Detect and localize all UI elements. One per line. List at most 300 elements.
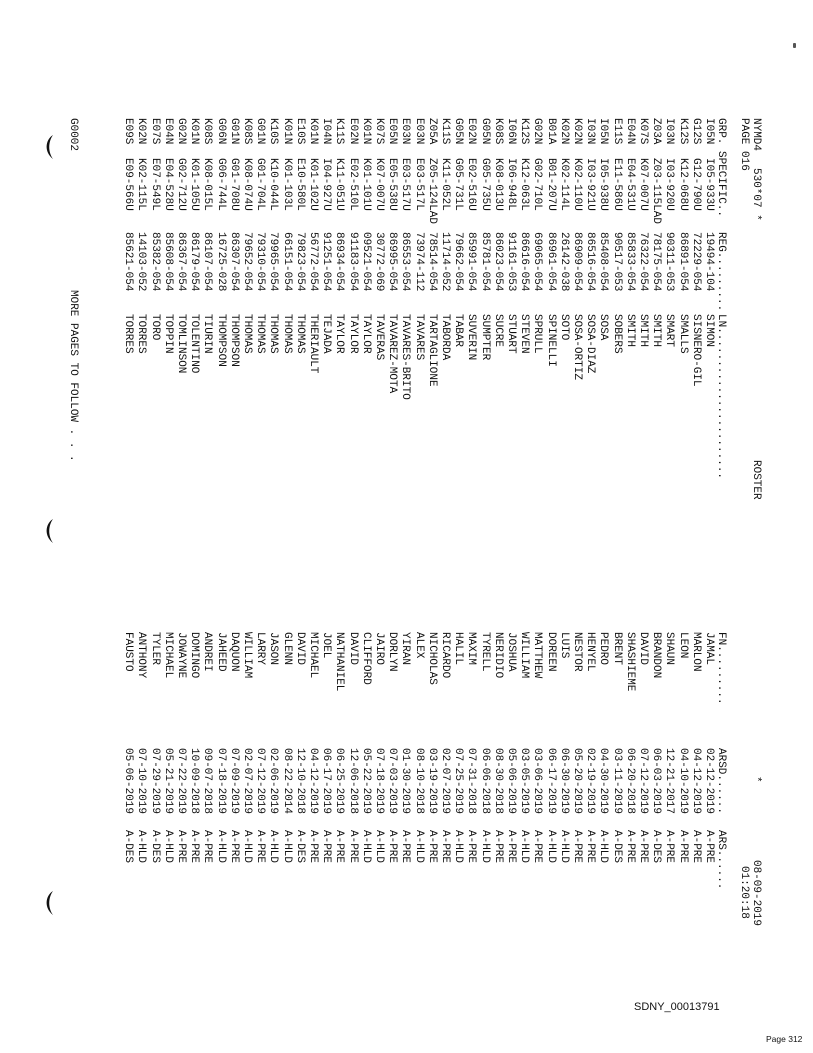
cell-ars: A-PRE [333, 830, 346, 864]
cell-last-name: SOSA-ORTIZ [571, 314, 583, 381]
cell-grp: K07S [637, 118, 649, 145]
cell-arsd: 03-19-2019 [425, 748, 438, 815]
cell-last-name: SMART [663, 314, 676, 348]
cell-ars: A-PRE [307, 830, 319, 864]
cell-ars: A-PRE [386, 830, 399, 864]
cell-first-name: DORLYN [386, 632, 399, 672]
cell-first-name: ANTHONY [135, 632, 148, 679]
cell-arsd: 01-30-2019 [399, 748, 412, 815]
report-title: ROSTER [750, 460, 762, 500]
cell-specific: E04-528U [161, 158, 174, 211]
cell-reg: 86909-054 [571, 232, 583, 292]
cell-reg: 86961-054 [544, 232, 557, 292]
cell-last-name: TAVARES-BRITO [399, 314, 412, 400]
cell-reg: 78514-054 [425, 232, 438, 292]
cell-arsd: 05-21-2019 [161, 748, 174, 815]
cell-arsd: 04-12-2019 [689, 748, 702, 815]
cell-arsd: 06-17-2019 [320, 748, 333, 815]
cell-reg: 86891-054 [676, 232, 689, 292]
cell-specific: I03-920U [663, 158, 676, 211]
cell-first-name: ALEX [412, 632, 425, 659]
cell-first-name: MICHAEL [307, 632, 319, 679]
cell-ars: A-HLD [241, 830, 253, 864]
cell-last-name: TAYLOR [359, 314, 372, 354]
cell-last-name: SPRULL [531, 314, 544, 354]
cell-grp: K02N [571, 118, 583, 145]
cell-ars: A-DES [148, 830, 161, 864]
cell-last-name: TIURIN [201, 314, 214, 354]
cell-first-name: WILLIAM [241, 632, 253, 679]
cell-grp: K12S [676, 118, 689, 145]
cell-grp: I05N [597, 118, 610, 145]
cell-grp: I03N [663, 118, 676, 145]
cell-last-name: THOMPSON [214, 314, 227, 367]
cell-arsd: 07-22-2019 [175, 748, 187, 815]
cell-ars: A-HLD [478, 830, 491, 864]
cell-reg: 90311-053 [663, 232, 676, 292]
cell-reg: 79310-054 [254, 232, 267, 292]
cell-ars: A-HLD [597, 830, 610, 864]
cell-reg: 86107-054 [201, 232, 214, 292]
cell-specific: K10-044L [267, 158, 280, 211]
cell-reg: 11714-052 [439, 232, 451, 292]
cell-specific: K01-105U [188, 158, 201, 211]
cell-arsd: 05-06-2019 [122, 748, 135, 815]
cell-arsd: 02-19-2019 [584, 748, 597, 815]
cell-last-name: SPINELLI [544, 314, 557, 367]
cell-first-name: DAVID [293, 632, 306, 666]
cell-arsd: 02-07-2019 [241, 748, 253, 815]
cell-grp: G12S [689, 118, 702, 145]
cell-ars: A-PRE [465, 830, 478, 864]
cell-last-name: SOBERS [610, 314, 623, 354]
cell-arsd: 07-12-2019 [637, 748, 649, 815]
cell-arsd: 04-12-2019 [307, 748, 319, 815]
cell-grp: G05N [452, 118, 465, 145]
cell-first-name: JOWAYNE [175, 632, 187, 679]
cell-first-name: YIRAN [399, 632, 412, 666]
cell-reg: 73974-112 [412, 232, 425, 292]
cell-reg: 85991-054 [465, 232, 478, 292]
cell-first-name: JAIRO [373, 632, 385, 666]
cell-specific: K02-110U [571, 158, 583, 211]
cell-first-name: SHASHIEME [623, 632, 636, 692]
cell-reg: 69065-054 [531, 232, 544, 292]
cell-grp: K10S [267, 118, 280, 145]
cell-last-name: TORO [148, 314, 161, 341]
cell-first-name: JAHEED [214, 632, 227, 672]
cell-arsd: 07-18-2019 [373, 748, 385, 815]
cell-last-name: TEJADA [320, 314, 333, 354]
cell-ars: A-HLD [161, 830, 174, 864]
cell-reg: 86367-054 [175, 232, 187, 292]
cell-grp: K11S [439, 118, 451, 145]
cell-arsd: 12-21-2017 [663, 748, 676, 815]
cell-ars: A-PRE [676, 830, 689, 864]
cell-reg: 19494-104 [703, 232, 715, 292]
cell-first-name: NERIDIO [491, 632, 504, 679]
cell-specific: Z05-124LAD [425, 158, 438, 225]
binder-hole-mark [42, 890, 54, 916]
cell-ars: A-HLD [518, 830, 531, 864]
cell-last-name: TORRES [122, 314, 135, 354]
page-label: PAGE 016 [738, 118, 750, 171]
cell-first-name: BRENT [610, 632, 623, 666]
cell-arsd: 05-20-2019 [571, 748, 583, 815]
binder-hole-mark [42, 134, 54, 160]
cell-first-name: DOMINGO [188, 632, 201, 679]
cell-reg: 30772-069 [373, 232, 385, 292]
cell-first-name: MICHAEL [161, 632, 174, 679]
cell-specific: I03-921U [584, 158, 597, 211]
cell-grp: K07S [373, 118, 385, 145]
cell-ars: A-PRE [663, 830, 676, 864]
cell-ars: A-DES [293, 830, 306, 864]
cell-last-name: TABORDA [439, 314, 451, 361]
cell-specific: E03-517U [399, 158, 412, 211]
cell-last-name: THOMAS [293, 314, 306, 354]
cell-reg: 86179-054 [188, 232, 201, 292]
cell-arsd: 05-22-2019 [359, 748, 372, 815]
cell-grp: E07S [148, 118, 161, 145]
cell-arsd: 07-18-2019 [214, 748, 227, 815]
cell-first-name: CLIFFORD [359, 632, 372, 685]
cell-grp: G06N [214, 118, 227, 145]
cell-ars: A-PRE [491, 830, 504, 864]
cell-ars: A-HLD [214, 830, 227, 864]
cell-arsd: 04-30-2019 [597, 748, 610, 815]
cell-specific: I05-933U [703, 158, 715, 211]
cell-first-name: DAVID [637, 632, 649, 666]
cell-grp: E11S [610, 118, 623, 145]
cell-last-name: SOTO [557, 314, 570, 341]
cell-arsd: 06-06-2018 [478, 748, 491, 815]
cell-first-name: JOEL [320, 632, 333, 659]
cell-last-name: TABAR [452, 314, 465, 348]
cell-last-name: SIMON [703, 314, 715, 348]
cell-reg: 79662-054 [452, 232, 465, 292]
cell-specific: K02-114L [557, 158, 570, 211]
cell-last-name: SISNERO-GIL [689, 314, 702, 387]
cell-ars: A-PRE [623, 830, 636, 864]
cell-last-name: TAVERAS [373, 314, 385, 361]
cell-specific: E10-580L [293, 158, 306, 211]
cell-specific: K08-074U [241, 158, 253, 211]
cell-first-name: ANDREI [201, 632, 214, 672]
cell-specific: G02-712U [175, 158, 187, 211]
cell-grp: K02N [135, 118, 148, 145]
cell-grp: I06N [505, 118, 517, 145]
cell-reg: 86934-054 [333, 232, 346, 292]
cell-last-name: TOPPIN [161, 314, 174, 354]
cell-grp: Z05A [425, 118, 438, 145]
cell-grp: E05N [386, 118, 399, 145]
cell-first-name: RICARDO [439, 632, 451, 679]
cell-specific: G05-731L [452, 158, 465, 211]
cell-reg: 16725-028 [214, 232, 227, 292]
cell-ars: A-PRE [531, 830, 544, 864]
cell-specific: G02-710L [531, 158, 544, 211]
page-number: Page 312 [766, 1034, 803, 1044]
cell-arsd: 12-06-2018 [346, 748, 359, 815]
cell-ars: A-PRE [505, 830, 517, 864]
cell-reg: 85781-054 [478, 232, 491, 292]
cell-grp: E09S [122, 118, 135, 145]
cell-last-name: TAYLOR [346, 314, 359, 354]
cell-arsd: 08-22-2014 [280, 748, 293, 815]
cell-specific: K08-015L [201, 158, 214, 211]
cell-grp: G02N [531, 118, 544, 145]
cell-ars: A-DES [650, 830, 663, 864]
col-header-ln: LN....................... [715, 314, 727, 480]
cell-specific: E05-538U [386, 158, 399, 211]
cell-first-name: TYLER [148, 632, 161, 666]
cell-ars: A-PRE [254, 830, 267, 864]
cell-arsd: 06-03-2019 [650, 748, 663, 815]
cell-ars: A-PRE [399, 830, 412, 864]
cell-first-name: DAVID [346, 632, 359, 666]
cell-grp: K12S [518, 118, 531, 145]
binder-hole-mark [42, 518, 54, 544]
cell-arsd: 03-05-2019 [518, 748, 531, 815]
cell-last-name: THOMPSON [227, 314, 240, 367]
cell-arsd: 02-06-2019 [267, 748, 280, 815]
cell-ars: A-HLD [412, 830, 425, 864]
cell-ars: A-PRE [439, 830, 451, 864]
report-time: 01:20:18 [738, 866, 750, 919]
cell-grp: K01N [188, 118, 201, 145]
cell-specific: E04-531U [623, 158, 636, 211]
cell-specific: K12-063L [518, 158, 531, 211]
cell-specific: B01-207U [544, 158, 557, 211]
cell-arsd: 06-25-2019 [333, 748, 346, 815]
cell-ars: A-PRE [689, 830, 702, 864]
cell-grp: G02N [175, 118, 187, 145]
cell-ars: A-HLD [359, 830, 372, 864]
cell-ars: A-PRE [637, 830, 649, 864]
cell-reg: 86995-054 [386, 232, 399, 292]
cell-first-name: JASON [267, 632, 280, 666]
cell-ars: A-HLD [452, 830, 465, 864]
cell-specific: Z03-115LAD [650, 158, 663, 225]
cell-reg: 86023-054 [491, 232, 504, 292]
cell-specific: I06-948L [505, 158, 517, 211]
report-code: 530*07 * [750, 168, 762, 221]
cell-grp: I03N [584, 118, 597, 145]
cell-grp: E10S [293, 118, 306, 145]
cell-reg: 91161-053 [505, 232, 517, 292]
cell-first-name: HENYEL [584, 632, 597, 672]
cell-ars: A-PRE [703, 830, 715, 864]
cell-specific: E02-510L [346, 158, 359, 211]
cell-ars: A-HLD [280, 830, 293, 864]
cell-arsd: 04-10-2019 [676, 748, 689, 815]
cell-arsd: 06-30-2019 [557, 748, 570, 815]
cell-specific: E07-549L [148, 158, 161, 211]
cell-grp: E03N [412, 118, 425, 145]
cell-grp: E02N [346, 118, 359, 145]
cell-specific: E09-566U [122, 158, 135, 211]
cell-grp: G01N [227, 118, 240, 145]
cell-reg: 78175-054 [650, 232, 663, 292]
cell-arsd: 07-31-2018 [465, 748, 478, 815]
cell-grp: B01A [544, 118, 557, 145]
cell-ars: A-PRE [346, 830, 359, 864]
cell-ars: A-HLD [267, 830, 280, 864]
cell-arsd: 05-06-2019 [505, 748, 517, 815]
col-header-arsd: ARSD...... [715, 748, 727, 815]
cell-first-name: JOSHUA [505, 632, 517, 672]
cell-reg: 09521-054 [359, 232, 372, 292]
cell-ars: A-PRE [227, 830, 240, 864]
cell-last-name: SOSA [597, 314, 610, 341]
cell-first-name: LARRY [254, 632, 267, 666]
cell-last-name: SMALLS [676, 314, 689, 354]
cell-reg: 90517-053 [610, 232, 623, 292]
footer-note: MORE PAGES TO FOLLOW . . . [67, 290, 79, 462]
cell-last-name: THOMAS [280, 314, 293, 354]
cell-reg: 91251-054 [320, 232, 333, 292]
cell-arsd: 07-12-2019 [254, 748, 267, 815]
cell-specific: E11-586U [610, 158, 623, 211]
cell-reg: 86616-054 [518, 232, 531, 292]
cell-grp: K01N [359, 118, 372, 145]
cell-arsd: 03-06-2019 [531, 748, 544, 815]
col-header-grp: GRP. SPECIFIC.. [715, 118, 727, 218]
cell-first-name: TYRELL [478, 632, 491, 672]
cell-arsd: 08-30-2018 [491, 748, 504, 815]
cell-first-name: MAXIM [465, 632, 478, 666]
cell-last-name: TAYLOR [333, 314, 346, 354]
cell-arsd: 07-29-2019 [148, 748, 161, 815]
cell-first-name: HALIL [452, 632, 465, 666]
cell-first-name: GLENN [280, 632, 293, 666]
cell-grp: E02N [465, 118, 478, 145]
cell-last-name: TOLENTINO [188, 314, 201, 374]
cell-last-name: SMITH [623, 314, 636, 348]
cell-arsd: 06-20-2018 [623, 748, 636, 815]
cell-reg: 85408-054 [597, 232, 610, 292]
cell-ars: A-PRE [320, 830, 333, 864]
cell-ars: A-DES [610, 830, 623, 864]
cell-grp: K11S [333, 118, 346, 145]
cell-first-name: LUIS [557, 632, 570, 659]
cell-specific: K02-115L [135, 158, 148, 211]
cell-reg: 14103-052 [135, 232, 148, 292]
cell-specific: K01-102U [307, 158, 319, 211]
cell-specific: G06-744L [214, 158, 227, 211]
cell-reg: 79965-054 [267, 232, 280, 292]
bates-number: SDNY_00013791 [634, 1001, 720, 1013]
cell-arsd: 07-25-2019 [452, 748, 465, 815]
cell-first-name: WILLIAM [518, 632, 531, 679]
cell-specific: K07-007U [373, 158, 385, 211]
cell-arsd: 02-12-2019 [703, 748, 715, 815]
footer-code: G0002 [67, 118, 79, 152]
cell-arsd: 03-11-2019 [610, 748, 623, 815]
cell-reg: 86553-054 [399, 232, 412, 292]
cell-last-name: THOMAS [254, 314, 267, 354]
cell-reg: 85382-054 [148, 232, 161, 292]
cell-grp: Z03A [650, 118, 663, 145]
cell-first-name: LEON [676, 632, 689, 659]
cell-specific: K11-052L [439, 158, 451, 211]
cell-reg: 56772-054 [307, 232, 319, 292]
cell-first-name: SHAUN [663, 632, 676, 666]
cell-specific: K08-013U [491, 158, 504, 211]
cell-specific: K07-007U [637, 158, 649, 211]
cell-specific: I04-927U [320, 158, 333, 211]
cell-grp: K02N [557, 118, 570, 145]
cell-reg: 66151-054 [280, 232, 293, 292]
cell-specific: G05-735U [478, 158, 491, 211]
cell-specific: K01-101U [359, 158, 372, 211]
cell-reg: 86516-054 [584, 232, 597, 292]
cell-specific: E03-517L [412, 158, 425, 211]
cell-last-name: SOSA-DIAZ [584, 314, 597, 374]
cell-last-name: TORRES [135, 314, 148, 354]
cell-arsd: 07-10-2019 [135, 748, 148, 815]
cell-ars: A-PRE [201, 830, 214, 864]
col-header-fn: FN......... [715, 632, 727, 705]
cell-specific: G12-790U [689, 158, 702, 211]
cell-specific: E02-516U [465, 158, 478, 211]
cell-ars: A-DES [122, 830, 135, 864]
cell-ars: A-PRE [188, 830, 201, 864]
cell-first-name: DAQUON [227, 632, 240, 672]
cell-last-name: SUCRE [491, 314, 504, 348]
cell-specific: K12-068U [676, 158, 689, 211]
cell-reg: 26142-038 [557, 232, 570, 292]
cell-first-name: JAMAL [703, 632, 715, 666]
cell-last-name: SMITH [637, 314, 649, 348]
cell-ars: A-PRE [584, 830, 597, 864]
cell-first-name: NESTOR [571, 632, 583, 672]
cell-first-name: NICHOLAS [425, 632, 438, 685]
cell-reg: 79823-054 [293, 232, 306, 292]
cell-reg: 91183-054 [346, 232, 359, 292]
cell-first-name: MARLON [689, 632, 702, 672]
cell-grp: G05N [478, 118, 491, 145]
report-date: 08-09-2019 [750, 860, 762, 927]
cell-reg: 85833-054 [623, 232, 636, 292]
col-header-ars: ARS...... [715, 830, 727, 890]
cell-grp: K08S [201, 118, 214, 145]
cell-specific: K11-051U [333, 158, 346, 211]
cell-arsd: 07-03-2019 [386, 748, 399, 815]
cell-last-name: TAVARES [412, 314, 425, 361]
cell-reg: 85621-054 [122, 232, 135, 292]
report-id: NYMD4 [750, 118, 762, 152]
cell-arsd: 06-17-2019 [544, 748, 557, 815]
cell-grp: K08S [491, 118, 504, 145]
cell-last-name: STUART [505, 314, 517, 354]
cell-arsd: 10-09-2018 [188, 748, 201, 815]
cell-grp: G01N [254, 118, 267, 145]
cell-grp: E04N [161, 118, 174, 145]
cell-first-name: BRANDON [650, 632, 663, 679]
cell-arsd: 02-07-2019 [439, 748, 451, 815]
cell-last-name: TARTAGLIONE [425, 314, 438, 387]
cell-grp: I05N [703, 118, 715, 145]
cell-first-name: FAUSTO [122, 632, 135, 672]
cell-grp: E03N [399, 118, 412, 145]
cell-grp: E04N [623, 118, 636, 145]
cell-grp: K01N [307, 118, 319, 145]
cell-last-name: STEVEN [518, 314, 531, 354]
cell-reg: 76322-054 [637, 232, 649, 292]
header-star: * [750, 776, 762, 783]
